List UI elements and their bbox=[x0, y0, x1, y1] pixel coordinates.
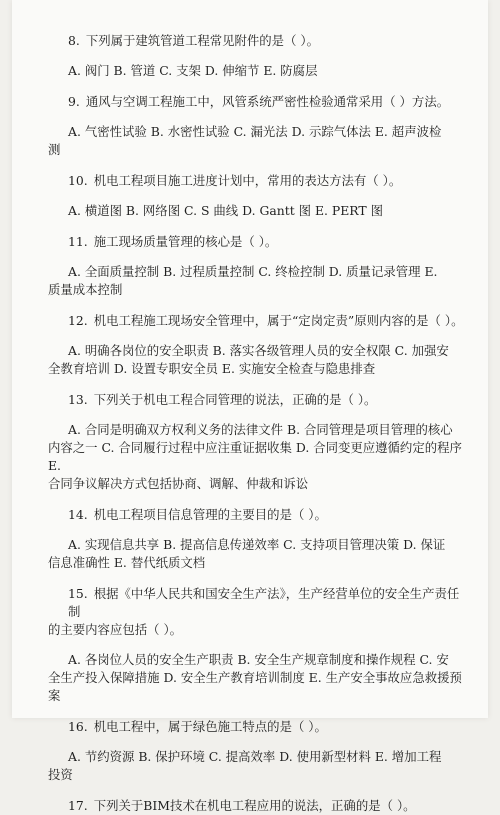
options-line: 全生产投入保障措施 D. 安全生产教育培训制度 E. 生产安全事故应急救援预案 bbox=[48, 670, 462, 703]
options-line: A. 全面质量控制 B. 过程质量控制 C. 终检控制 D. 质量记录管理 E. bbox=[68, 264, 438, 279]
options-16 bbox=[48, 748, 468, 784]
question-11 bbox=[48, 233, 468, 251]
question-12 bbox=[48, 312, 468, 330]
options-13 bbox=[48, 421, 468, 493]
question-14 bbox=[48, 506, 468, 524]
document-page bbox=[12, 0, 488, 813]
question-number: 12. bbox=[68, 313, 88, 328]
question-stem: 施工现场质量管理的核心是（ ）。 bbox=[93, 234, 278, 249]
options-line: A. 合同是明确双方权利义务的法律文件 B. 合同管理是项目管理的核心 bbox=[68, 422, 453, 437]
question-stem: 机电工程项目施工进度计划中，常用的表达方法有（ ）。 bbox=[93, 173, 402, 188]
options-15 bbox=[48, 651, 468, 705]
question-16 bbox=[48, 718, 468, 736]
question-list bbox=[48, 32, 468, 815]
question-17 bbox=[48, 797, 468, 815]
question-15 bbox=[48, 585, 468, 639]
question-stem: 下列关于机电工程合同管理的说法，正确的是（ ）。 bbox=[93, 392, 377, 407]
options-11 bbox=[48, 263, 468, 299]
options-line: A. 实现信息共享 B. 提高信息传递效率 C. 支持项目管理决策 D. 保证 bbox=[68, 537, 446, 552]
options-line: 质量成本控制 bbox=[48, 282, 123, 297]
question-number: 17. bbox=[68, 798, 88, 813]
question-13 bbox=[48, 391, 468, 409]
options-line: A. 阀门 B. 管道 C. 支架 D. 伸缩节 E. 防腐层 bbox=[68, 63, 318, 78]
options-8 bbox=[48, 62, 468, 80]
options-line: 信息准确性 E. 替代纸质文档 bbox=[48, 555, 206, 570]
options-line: A. 节约资源 B. 保护环境 C. 提高效率 D. 使用新型材料 E. 增加工程 bbox=[68, 749, 442, 764]
question-stem: 通风与空调工程施工中，风管系统严密性检验通常采用（ ）方法。 bbox=[85, 94, 450, 109]
question-stem: 下列关于BIM技术在机电工程应用的说法，正确的是（ ）。 bbox=[93, 798, 416, 813]
options-line: 全教育培训 D. 设置专职安全员 E. 实施安全检查与隐患排查 bbox=[48, 361, 376, 376]
question-stem: 根据《中华人民共和国安全生产法》，生产经营单位的安全生产责任制 bbox=[68, 586, 460, 619]
question-number: 8. bbox=[68, 33, 80, 48]
options-line: 内容之一 C. 合同履行过程中应注重证据收集 D. 合同变更应遵循约定的程序 E. bbox=[48, 440, 462, 473]
options-line: A. 气密性试验 B. 水密性试验 C. 漏光法 D. 示踪气体法 E. 超声波检 bbox=[68, 124, 442, 139]
question-9 bbox=[48, 93, 468, 111]
question-10 bbox=[48, 172, 468, 190]
options-9 bbox=[48, 123, 468, 159]
question-number: 10. bbox=[68, 173, 88, 188]
question-stem: 机电工程中，属于绿色施工特点的是（ ）。 bbox=[93, 719, 327, 734]
options-line: A. 各岗位人员的安全生产职责 B. 安全生产规章制度和操作规程 C. 安 bbox=[68, 652, 449, 667]
options-line: 投资 bbox=[48, 767, 73, 782]
question-number: 16. bbox=[68, 719, 88, 734]
question-number: 13. bbox=[68, 392, 88, 407]
options-line: 合同争议解决方式包括协商、调解、仲裁和诉讼 bbox=[48, 476, 309, 491]
question-number: 9. bbox=[68, 94, 80, 109]
question-stem: 下列属于建筑管道工程常见附件的是（ ）。 bbox=[85, 33, 319, 48]
options-line: 测 bbox=[48, 142, 61, 157]
question-number: 15. bbox=[68, 586, 88, 601]
question-stem-continued: 的主要内容应包括（ ）。 bbox=[48, 622, 183, 637]
options-14 bbox=[48, 536, 468, 572]
question-stem: 机电工程施工现场安全管理中，属于“定岗定责”原则内容的是（ ）。 bbox=[93, 313, 464, 328]
options-line: A. 明确各岗位的安全职责 B. 落实各级管理人员的安全权限 C. 加强安 bbox=[68, 343, 449, 358]
question-stem: 机电工程项目信息管理的主要目的是（ ）。 bbox=[93, 507, 327, 522]
options-line: A. 横道图 B. 网络图 C. S 曲线 D. Gantt 图 E. PERT 图 bbox=[68, 203, 383, 218]
question-number: 14. bbox=[68, 507, 88, 522]
options-12 bbox=[48, 342, 468, 378]
question-8 bbox=[48, 32, 468, 50]
question-number: 11. bbox=[68, 234, 88, 249]
options-10 bbox=[48, 202, 468, 220]
